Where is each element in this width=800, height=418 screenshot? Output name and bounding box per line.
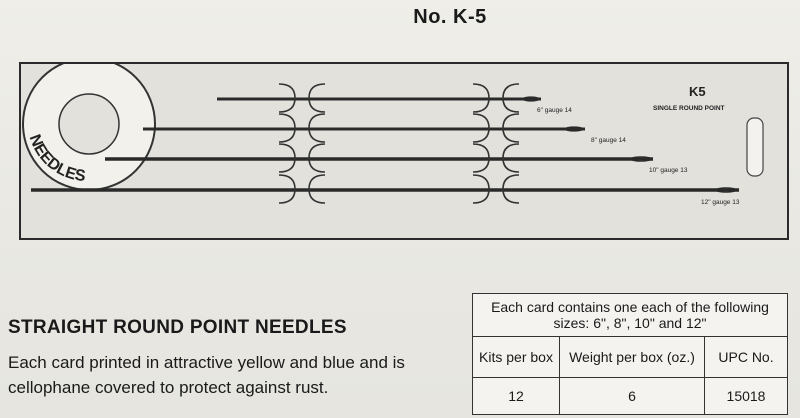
spec-table (472, 293, 788, 415)
product-card-photo (19, 62, 789, 240)
catalog-item-number: No. K-5 (413, 6, 487, 28)
value-weight-per-box: 6 (560, 378, 705, 415)
needle-card-illustration (21, 64, 787, 238)
needle-label-6in: 6" gauge 14 (537, 107, 572, 114)
ring-hole (59, 94, 119, 154)
spec-intro: Each card contains one each of the following sizes: 6", 8", 10" and 12" (473, 294, 788, 337)
needle-clips (279, 84, 519, 203)
product-code: K5 (689, 84, 706, 99)
ring-label: NEEDLES (25, 132, 87, 186)
header-upc-no: UPC No. (705, 337, 788, 378)
product-description: Each card printed in attractive yellow and blue and is cellophane covered to protect against rust. (8, 353, 405, 397)
value-upc-no: 15018 (705, 378, 788, 415)
needle-label-10in: 10" gauge 13 (649, 167, 688, 174)
hanger-tab (747, 118, 763, 176)
value-kits-per-box: 12 (473, 378, 560, 415)
needle-label-8in: 8" gauge 14 (591, 137, 626, 144)
header-weight-per-box: Weight per box (oz.) (560, 337, 705, 378)
product-heading: STRAIGHT ROUND POINT NEEDLES (8, 317, 347, 338)
header-kits-per-box: Kits per box (473, 337, 560, 378)
product-subtitle: SINGLE ROUND POINT (653, 105, 725, 112)
needle-label-12in: 12" gauge 13 (701, 199, 740, 206)
